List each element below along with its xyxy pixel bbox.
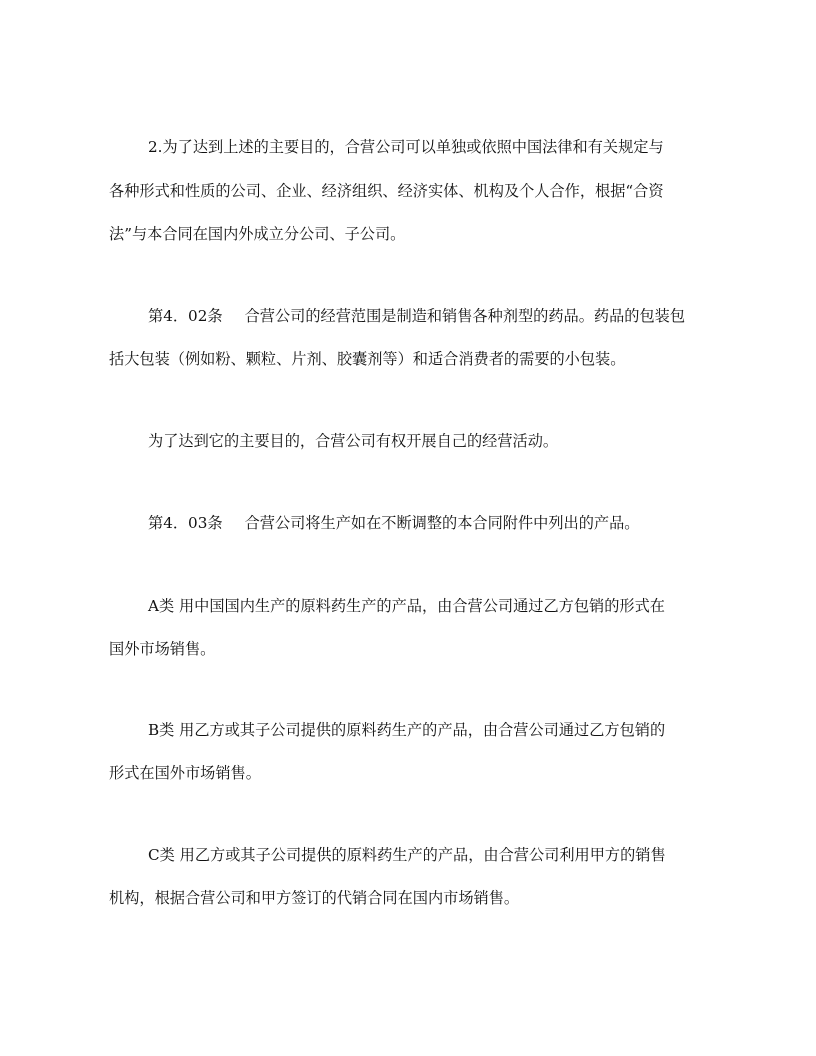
category-b-line-2: 形式在国外市场销售。	[109, 764, 261, 782]
category-a-line-1: A类 用中国国内生产的原料药生产的产品，由合营公司通过乙方包销的形式在	[148, 597, 665, 615]
article-4-03-number: 第4．03条	[148, 514, 223, 532]
paragraph-1-line-1: 2.为了达到上述的主要目的，合营公司可以单独或依照中国法律和有关规定与	[148, 138, 664, 156]
paragraph-1-line-3: 法”与本合同在国内外成立分公司、子公司。	[109, 225, 406, 243]
article-4-02-line-1	[148, 306, 748, 326]
category-a-line-2: 国外市场销售。	[109, 640, 216, 658]
article-4-03-text: 合营公司将生产如在不断调整的本合同附件中列出的产品。	[244, 514, 640, 532]
category-c-line-1: C类 用乙方或其子公司提供的原料药生产的产品，由合营公司利用甲方的销售	[148, 846, 666, 864]
paragraph-1-line-2: 各种形式和性质的公司、企业、经济组织、经济实体、机构及个人合作，根据“合资	[109, 182, 664, 200]
paragraph-3-line-1: 为了达到它的主要目的，合营公司有权开展自己的经营活动。	[148, 432, 559, 450]
article-4-02-number: 第4．02条	[148, 307, 223, 325]
category-b-line-1: B类 用乙方或其子公司提供的原料药生产的产品，由合营公司通过乙方包销的	[148, 721, 666, 739]
category-c-line-2: 机构，根据合营公司和甲方签订的代销合同在国内市场销售。	[109, 889, 520, 907]
article-4-02-text: 合营公司的经营范围是制造和销售各种剂型的药品。药品的包装包	[244, 307, 685, 325]
article-4-03-line-1	[148, 513, 748, 533]
article-4-02-line-2: 括大包装（例如粉、颗粒、片剂、胶囊剂等）和适合消费者的需要的小包装。	[109, 350, 626, 368]
